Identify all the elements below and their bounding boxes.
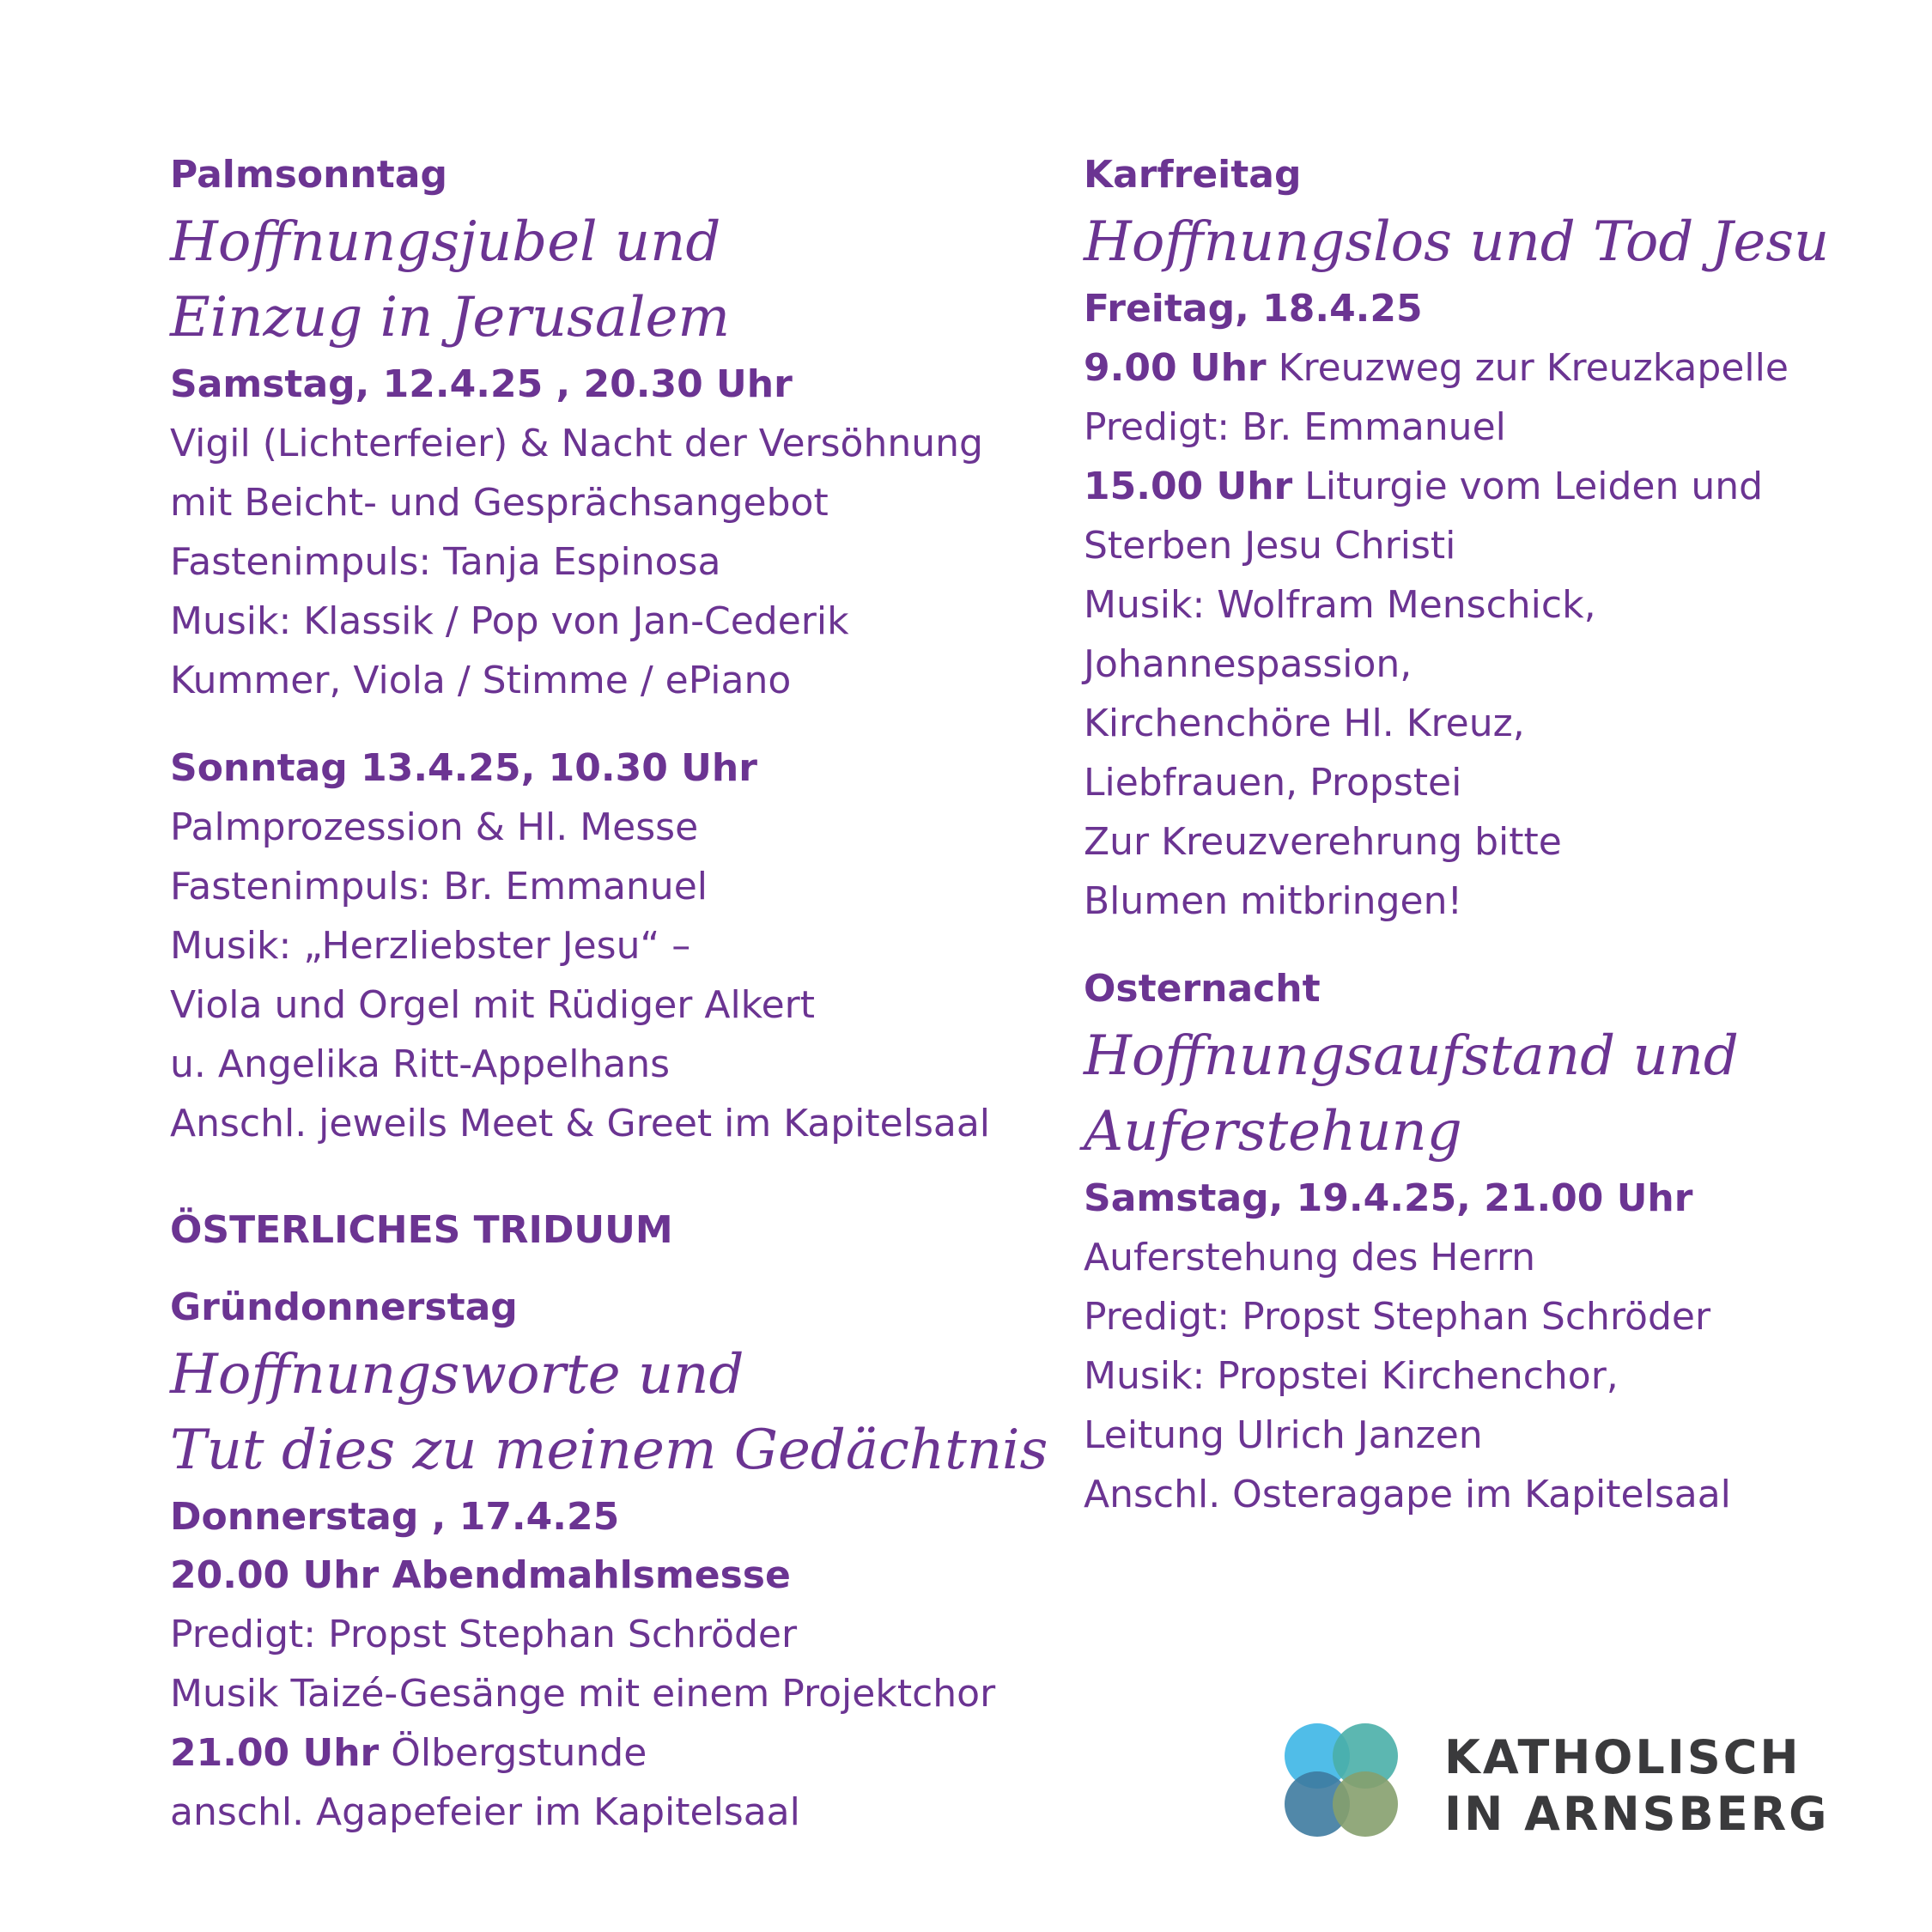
section-label: Palmsonntag (170, 153, 447, 197)
section-theme-line: Hoffnungslos und Tod Jesu (1084, 210, 1830, 274)
event-line: Musik: Propstei Kirchenchor, (1084, 1354, 1619, 1398)
section-theme-line: Einzug in Jerusalem (170, 286, 731, 349)
section-label: Gründonnerstag (170, 1285, 518, 1329)
four-circles-logo-icon (1278, 1717, 1406, 1846)
event-line: Blumen mitbringen! (1084, 879, 1463, 923)
logo-wordmark (1444, 1729, 1830, 1843)
event-line: Leitung Ulrich Janzen (1084, 1413, 1483, 1457)
section-theme-line: Hoffnungsaufstand und (1084, 1024, 1739, 1088)
event-line: Musik: „Herzliebster Jesu“ – (170, 924, 691, 968)
event-line: Predigt: Propst Stephan Schröder (170, 1613, 798, 1656)
event-line: Fastenimpuls: Tanja Espinosa (170, 540, 721, 584)
katholisch-in-arnsberg-logo (1278, 1717, 1830, 1846)
section-label: Karfreitag (1084, 153, 1302, 197)
event-line: Kirchenchöre Hl. Kreuz, (1084, 702, 1525, 745)
triduum-heading: ÖSTERLICHES TRIDUUM (170, 1208, 673, 1252)
event-date: Samstag, 19.4.25, 21.00 Uhr (1084, 1176, 1693, 1220)
section-theme-line: Hoffnungsworte und (170, 1343, 744, 1406)
event-line: u. Angelika Ritt-Appelhans (170, 1042, 671, 1086)
event-time-line (170, 1723, 1046, 1783)
event-time: 15.00 Uhr (1084, 465, 1293, 508)
event-line: Johannespassion, (1084, 642, 1413, 686)
event-time-line (1084, 457, 1856, 516)
logo-line-1: KATHOLISCH (1444, 1730, 1801, 1784)
karfreitag-section (1084, 146, 1856, 931)
event-line: Predigt: Propst Stephan Schröder (1084, 1295, 1711, 1339)
logo-line-2: IN ARNSBERG (1444, 1787, 1830, 1841)
event-line: Viola und Orgel mit Rüdiger Alkert (170, 983, 815, 1027)
event-time-line (1084, 338, 1856, 398)
event-line: Kummer, Viola / Stimme / ePiano (170, 659, 792, 702)
event-line: Palmprozession & Hl. Messe (170, 805, 699, 849)
triduum-section (170, 1201, 1046, 1842)
event-line: Auferstehung des Herrn (1084, 1236, 1536, 1279)
section-theme-line: Hoffnungsjubel und (170, 210, 721, 274)
event-line: Liebfrauen, Propstei (1084, 761, 1462, 805)
event-time: 20.00 Uhr Abendmahlsmesse (170, 1553, 791, 1597)
palmsonntag-section (170, 146, 1046, 1153)
section-label: Osternacht (1084, 967, 1321, 1011)
event-line: anschl. Agapefeier im Kapitelsaal (170, 1790, 800, 1834)
event-line-text: Ölbergstunde (379, 1731, 647, 1775)
left-column (170, 146, 1046, 1842)
event-time: 21.00 Uhr (170, 1731, 380, 1775)
event-date: Donnerstag , 17.4.25 (170, 1495, 620, 1539)
section-theme-line: Auferstehung (1084, 1100, 1462, 1163)
event-time: 9.00 Uhr (1084, 346, 1267, 390)
event-line: Anschl. Osteragape im Kapitelsaal (1084, 1473, 1731, 1516)
event-line: Musik Taizé-Gesänge mit einem Projektchor (170, 1672, 996, 1716)
event-line: mit Beicht- und Gesprächsangebot (170, 481, 829, 525)
event-line-text: Kreuzweg zur Kreuzkapelle (1266, 346, 1789, 390)
event-date: Freitag, 18.4.25 (1084, 287, 1423, 331)
event-line: Anschl. jeweils Meet & Greet im Kapitelsaal (170, 1102, 991, 1145)
event-date: Sonntag 13.4.25, 10.30 Uhr (170, 746, 757, 790)
event-date: Samstag, 12.4.25 , 20.30 Uhr (170, 362, 793, 406)
section-theme-line: Tut dies zu meinem Gedächtnis (170, 1419, 1048, 1482)
event-line-text: Liturgie vom Leiden und (1292, 465, 1764, 508)
event-line: Vigil (Lichterfeier) & Nacht der Versöhnung (170, 422, 983, 465)
event-line: Sterben Jesu Christi (1084, 524, 1456, 568)
event-line: Musik: Klassik / Pop von Jan-Cederik (170, 599, 849, 643)
event-line: Predigt: Br. Emmanuel (1084, 405, 1506, 449)
event-line: Zur Kreuzverehrung bitte (1084, 820, 1562, 864)
right-column (1084, 146, 1856, 1524)
event-line: Musik: Wolfram Menschick, (1084, 583, 1596, 627)
osternacht-section (1084, 960, 1856, 1524)
event-line: Fastenimpuls: Br. Emmanuel (170, 865, 708, 908)
